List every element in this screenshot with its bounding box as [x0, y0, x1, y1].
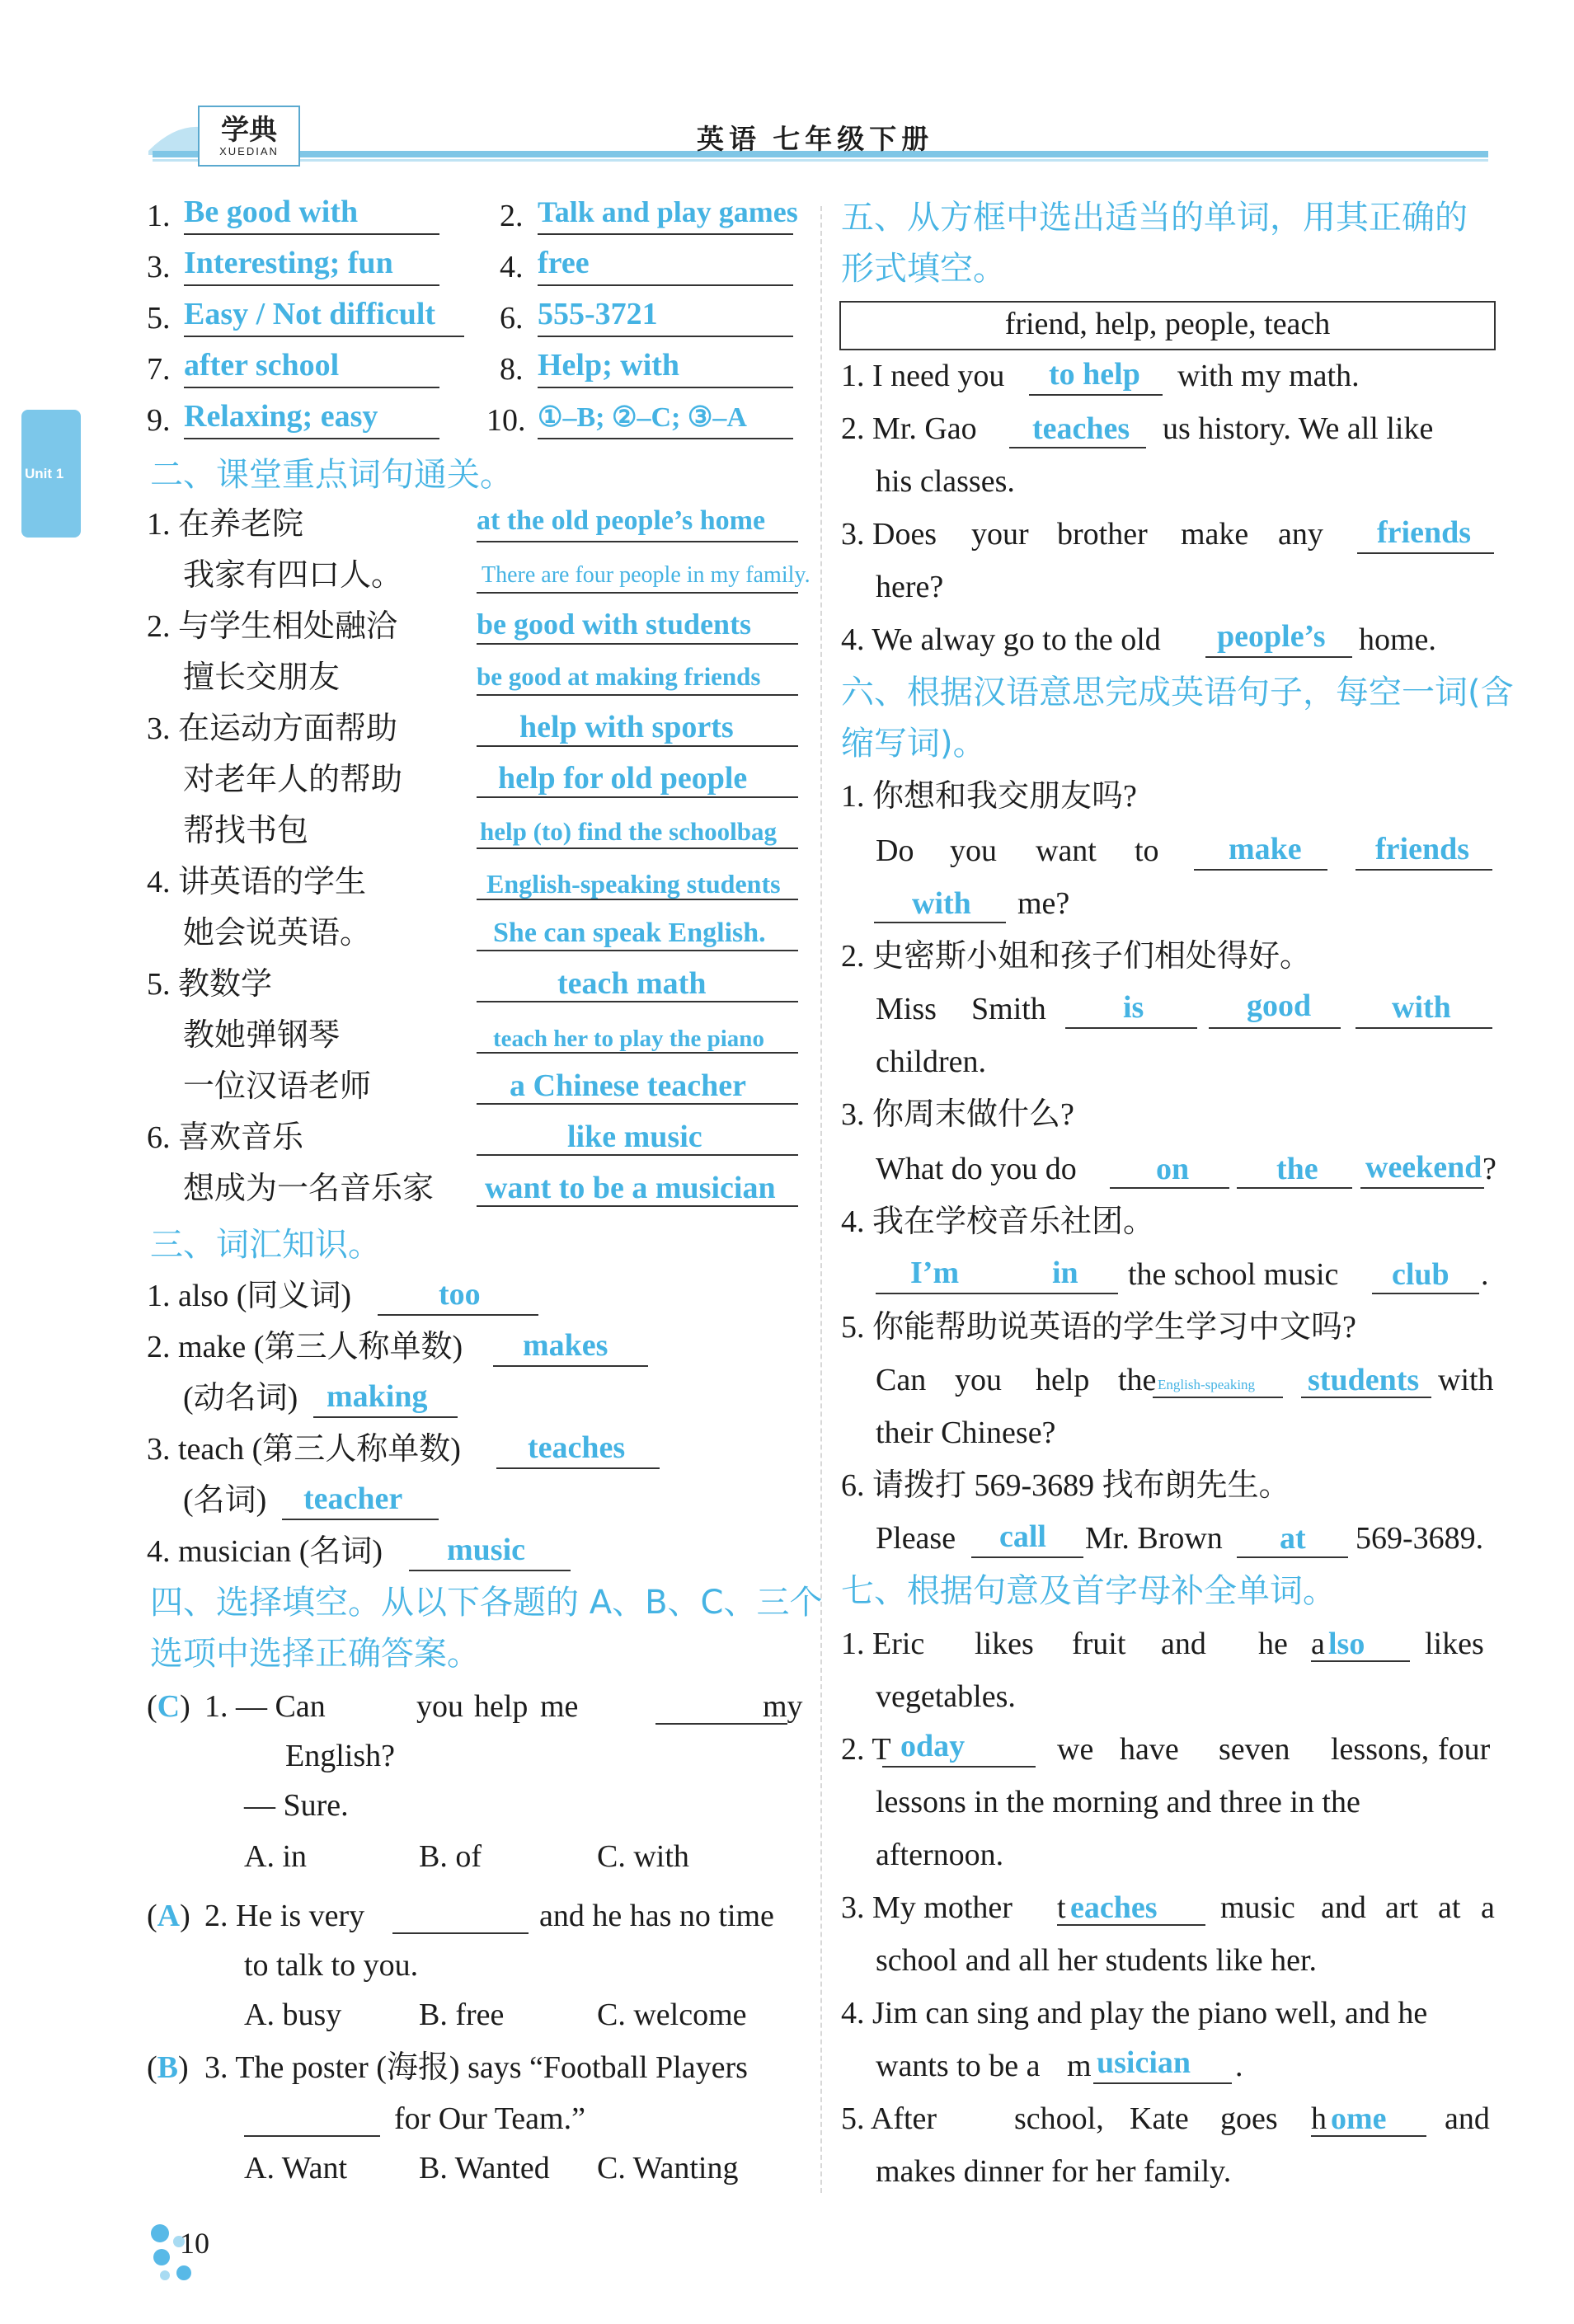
- answer-text: teacher: [303, 1481, 403, 1516]
- answer-text: after school: [184, 348, 340, 383]
- answer-text: at: [1280, 1521, 1306, 1556]
- answer-text: Help; with: [538, 348, 680, 383]
- answer-text: students: [1308, 1363, 1420, 1397]
- chosen-answer: C: [157, 1689, 181, 1724]
- section-7-heading: 七、根据句意及首字母补全单词。: [841, 1572, 1336, 1610]
- answer-text: teach her to play the piano: [493, 1026, 764, 1052]
- answer-blank: [392, 1932, 529, 1934]
- answer-text: ome: [1331, 2101, 1387, 2136]
- answer-text: teaches: [528, 1430, 626, 1465]
- answer-text: lso: [1328, 1627, 1365, 1661]
- page-number: 10: [180, 2227, 209, 2260]
- word-bank-box: friend, help, people, teach: [839, 301, 1496, 350]
- answer-text: friends: [1377, 515, 1471, 550]
- answer-text: She can speak English.: [493, 918, 766, 948]
- column-divider: [820, 206, 822, 2193]
- answer-text: make: [1229, 832, 1302, 866]
- answer-text: oday: [900, 1729, 966, 1763]
- answer-text: I’m: [910, 1256, 960, 1290]
- answer-text: eaches: [1070, 1890, 1158, 1925]
- answer-text: makes: [523, 1328, 608, 1363]
- section-2-heading: 二、课堂重点词句通关。: [150, 456, 513, 494]
- answer-text: friends: [1375, 832, 1469, 866]
- answer-text: ①–B; ②–C; ③–A: [538, 402, 747, 433]
- answer-text: help with sports: [519, 710, 734, 744]
- section-6-heading-cont: 缩写词)。: [841, 725, 986, 763]
- answer-text: good: [1247, 988, 1312, 1023]
- answer-text: English-speaking students: [486, 869, 781, 899]
- answer-text: club: [1392, 1257, 1449, 1292]
- chosen-answer: B: [157, 2050, 179, 2085]
- answer-text: at the old people’s home: [477, 505, 766, 536]
- answer-text: English-speaking: [1158, 1377, 1256, 1392]
- answer-text: a Chinese teacher: [510, 1068, 747, 1103]
- answer-text: want to be a musician: [485, 1171, 776, 1205]
- answer-text: the: [1276, 1152, 1318, 1186]
- section-3-heading: 三、词汇知识。: [150, 1226, 381, 1264]
- book-title: 英语 七年级下册: [697, 125, 934, 155]
- section-5-heading-cont: 形式填空。: [841, 250, 1006, 288]
- answer-text: on: [1156, 1152, 1190, 1186]
- answer-text: teaches: [1032, 411, 1130, 446]
- answer-text: Easy / Not difficult: [184, 297, 436, 331]
- answer-text: be good at making friends: [477, 662, 761, 691]
- answer-text: teach math: [557, 966, 707, 1001]
- answer-text: weekend: [1365, 1150, 1482, 1185]
- answer-text: to help: [1049, 357, 1140, 392]
- header-rule-light: [153, 159, 1488, 162]
- answer-text: with: [1392, 990, 1451, 1025]
- section-6-heading: 六、根据汉语意思完成英语句子，每空一词(含: [841, 674, 1514, 711]
- answer-text: too: [439, 1277, 481, 1312]
- answer-text: usician: [1097, 2045, 1191, 2080]
- answer-text: call: [999, 1519, 1046, 1554]
- chosen-answer: A: [157, 1899, 181, 1933]
- publisher-logo: 学典 XUEDIAN: [198, 106, 300, 167]
- answer-text: music: [447, 1533, 525, 1567]
- section-4-heading-cont: 选项中选择正确答案。: [150, 1635, 480, 1673]
- answer-blank: [244, 2135, 380, 2137]
- answer-text: help for old people: [498, 761, 748, 796]
- answer-text: Interesting; fun: [184, 246, 393, 280]
- answer-text: Talk and play games: [538, 195, 798, 228]
- answer-text: help (to) find the schoolbag: [480, 817, 777, 846]
- answer-text: free: [538, 246, 590, 280]
- page-header: [0, 0, 1574, 190]
- answer-text: like music: [567, 1120, 702, 1154]
- answer-text: Be good with: [184, 195, 359, 229]
- answer-text: 555-3721: [538, 297, 658, 331]
- answer-text: with: [912, 886, 971, 921]
- answer-text: is: [1123, 990, 1144, 1025]
- unit-tab: Unit 1: [21, 410, 81, 538]
- answer-text: be good with students: [477, 608, 752, 641]
- section-4-heading: 四、选择填空。从以下各题的 A、B、C、三个: [150, 1584, 823, 1622]
- section-5-heading: 五、从方框中选出适当的单词，用其正确的: [841, 199, 1468, 237]
- answer-text: There are four people in my family.: [482, 562, 810, 588]
- answer-text: Relaxing; easy: [184, 399, 378, 434]
- answer-text: in: [1052, 1256, 1078, 1290]
- answer-text: making: [327, 1379, 428, 1414]
- answer-text: people’s: [1217, 619, 1326, 654]
